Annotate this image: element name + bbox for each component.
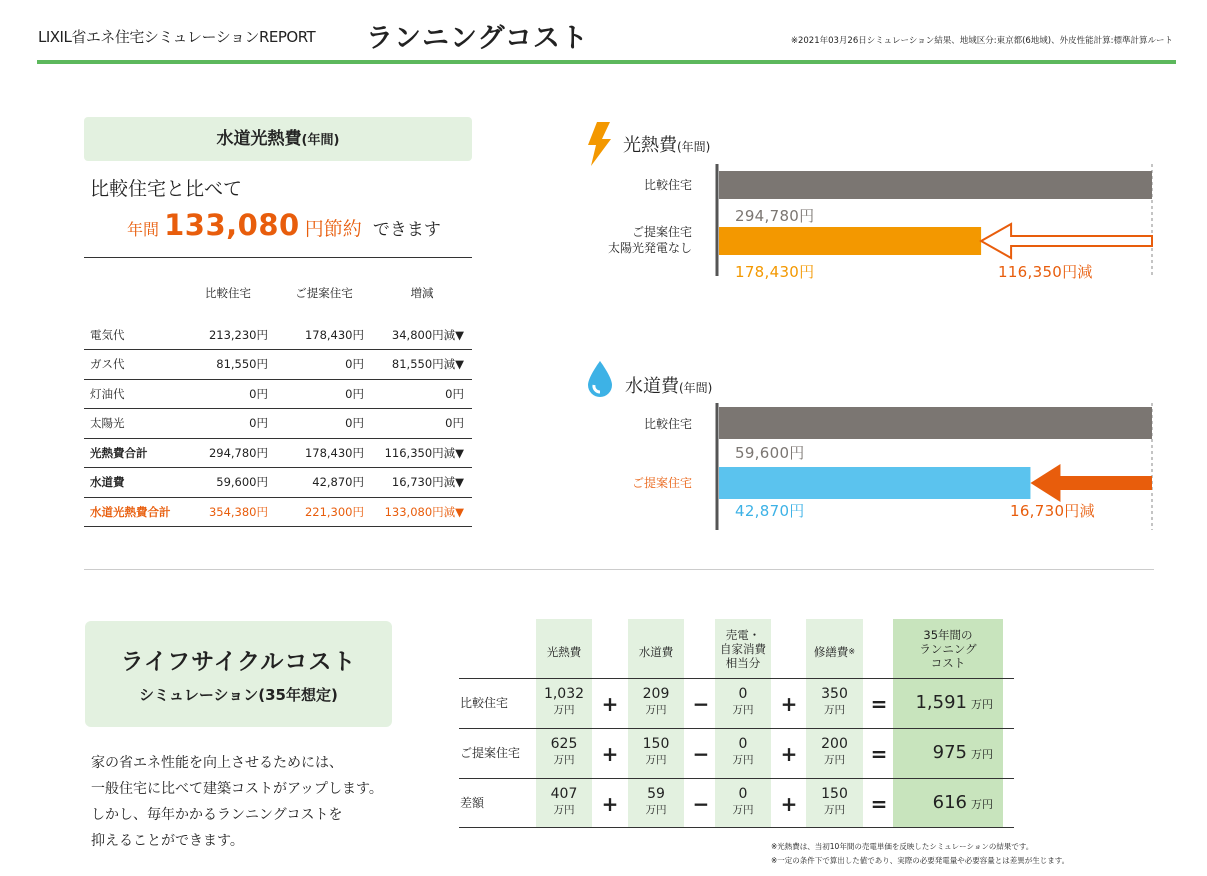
cell-diff: 34,800円減▼ bbox=[372, 320, 472, 350]
lc-total-value: 975 bbox=[932, 742, 967, 763]
lc-operator-plus: + bbox=[601, 792, 619, 816]
page-title: ランニングコスト bbox=[366, 23, 589, 54]
table-header-proposal: ご提案住宅 bbox=[295, 286, 353, 300]
cell-proposal: 0円 bbox=[276, 379, 372, 409]
lc-unit: 万円 bbox=[824, 754, 845, 766]
cell-diff: 133,080円減▼ bbox=[372, 497, 472, 527]
water-chart-title-text: 水道費 bbox=[625, 376, 679, 397]
cell-diff: 16,730円減▼ bbox=[372, 468, 472, 498]
table-header-blank bbox=[84, 285, 180, 320]
table-row bbox=[84, 409, 472, 439]
lc-unit: 万円 bbox=[732, 804, 754, 816]
lifecycle-desc-line: 家の省エネ性能を向上させるためには、 bbox=[91, 755, 343, 771]
lc-unit: 万円 bbox=[645, 804, 667, 816]
lc-cell-repair bbox=[806, 686, 863, 718]
energy-bar-compare bbox=[719, 171, 1152, 199]
lc-unit: 万円 bbox=[553, 804, 575, 816]
lc-unit: 万円 bbox=[824, 704, 845, 716]
lc-unit: 万円 bbox=[645, 754, 667, 766]
lc-value: 200 bbox=[821, 736, 848, 752]
lc-total-value: 616 bbox=[932, 792, 967, 813]
lc-total bbox=[893, 742, 993, 763]
water-chart-title-small: (年間) bbox=[679, 381, 713, 395]
lc-cell-sell bbox=[715, 736, 771, 768]
cell-diff: 116,350円減▼ bbox=[372, 438, 472, 468]
lc-rule bbox=[459, 778, 1014, 779]
water-compare-value: 59,600円 bbox=[735, 444, 805, 462]
cell-diff: 81,550円減▼ bbox=[372, 350, 472, 380]
energy-reduction-arrow bbox=[981, 224, 1152, 258]
lc-header-repair-mark: ※ bbox=[848, 647, 856, 656]
report-brand: LIXIL省エネ住宅シミュレーションREPORT bbox=[38, 28, 316, 46]
cell-proposal: 42,870円 bbox=[276, 468, 372, 498]
lc-operator-eq: = bbox=[870, 792, 888, 816]
lc-value: 350 bbox=[821, 686, 848, 702]
table-row bbox=[84, 379, 472, 409]
water-proposal-label: ご提案住宅 bbox=[631, 476, 692, 490]
lc-cell-energy bbox=[536, 686, 592, 718]
lifecycle-description bbox=[91, 750, 383, 854]
lc-unit: 万円 bbox=[645, 704, 667, 716]
water-bar-compare bbox=[719, 407, 1152, 439]
energy-bar-proposal bbox=[719, 227, 981, 255]
table-row bbox=[84, 438, 472, 468]
lc-value: 0 bbox=[738, 686, 748, 702]
lc-header-total-3: コスト bbox=[930, 656, 966, 670]
energy-proposal-label-2: 太陽光発電なし bbox=[607, 241, 692, 255]
lc-cell-water bbox=[628, 686, 684, 718]
table-row bbox=[84, 468, 472, 498]
annual-label: 年間 bbox=[127, 220, 160, 239]
lc-value: 150 bbox=[821, 786, 848, 802]
water-bar-proposal bbox=[719, 467, 1030, 499]
lc-value: 0 bbox=[738, 736, 748, 752]
lc-operator-plus: + bbox=[601, 742, 619, 766]
cell-compare: 294,780円 bbox=[180, 438, 276, 468]
lc-total-value: 1,591 bbox=[915, 692, 967, 713]
lc-total bbox=[893, 692, 993, 713]
lc-rule bbox=[459, 728, 1014, 729]
cell-compare: 0円 bbox=[180, 409, 276, 439]
lifecycle-desc-line: 抑えることができます。 bbox=[91, 833, 244, 849]
utility-cost-table bbox=[84, 285, 472, 527]
lc-value: 625 bbox=[550, 736, 578, 752]
saving-tail: できます bbox=[372, 220, 441, 240]
lc-cell-water bbox=[628, 736, 684, 768]
compare-text: 比較住宅と比べて bbox=[90, 178, 243, 200]
cell-proposal: 221,300円 bbox=[276, 497, 372, 527]
lc-operator-eq: = bbox=[870, 692, 888, 716]
lc-operator-plus: + bbox=[780, 742, 798, 766]
water-proposal-value: 42,870円 bbox=[735, 502, 805, 520]
row-label: 水道光熱費合計 bbox=[84, 497, 180, 527]
lc-cell-repair bbox=[806, 736, 863, 768]
saving-value: 133,080 bbox=[164, 208, 300, 242]
utility-cost-title: 水道光熱費 bbox=[216, 129, 302, 149]
cell-proposal: 0円 bbox=[276, 350, 372, 380]
lifecycle-heading bbox=[85, 621, 392, 727]
footnote: ※光熱費は、当初10年間の売電単価を反映したシミュレーションの結果です。 bbox=[771, 842, 1034, 851]
cell-compare: 81,550円 bbox=[180, 350, 276, 380]
row-label: 水道費 bbox=[84, 468, 180, 498]
table-row bbox=[84, 497, 472, 527]
lightning-icon bbox=[585, 122, 613, 166]
lc-value: 209 bbox=[642, 686, 670, 702]
lc-row-label: ご提案住宅 bbox=[460, 746, 521, 760]
table-header-diff: 増減 bbox=[410, 286, 434, 300]
row-label: 光熱費合計 bbox=[84, 438, 180, 468]
lc-unit: 万円 bbox=[732, 754, 754, 766]
lc-header-sell-2: 自家消費 bbox=[720, 642, 766, 656]
footnote: ※一定の条件下で算出した値であり、実際の必要発電量や必要容量とは差異が生じます。 bbox=[771, 856, 1070, 865]
water-diff-value: 16,730円減 bbox=[1010, 502, 1095, 520]
table-row bbox=[84, 350, 472, 380]
cell-compare: 0円 bbox=[180, 379, 276, 409]
lc-rule bbox=[459, 827, 1014, 828]
lc-header-total bbox=[893, 628, 1003, 670]
row-label: 電気代 bbox=[84, 320, 180, 350]
lc-unit: 万円 bbox=[732, 704, 754, 716]
lifecycle-desc-line: しかし、毎年かかるランニングコストを bbox=[91, 807, 343, 823]
lc-value: 0 bbox=[738, 786, 748, 802]
lc-cell-water bbox=[628, 786, 684, 818]
energy-compare-value: 294,780円 bbox=[735, 207, 815, 225]
lc-header-sell-1: 売電・ bbox=[725, 628, 761, 642]
row-label: ガス代 bbox=[84, 350, 180, 380]
lifecycle-subtitle: シミュレーション(35年想定) bbox=[139, 686, 338, 704]
table-header-compare: 比較住宅 bbox=[205, 286, 251, 300]
row-label: 太陽光 bbox=[84, 409, 180, 439]
saving-unit: 円節約 bbox=[304, 218, 362, 240]
water-drop-icon bbox=[586, 361, 614, 399]
energy-diff-value: 116,350円減 bbox=[998, 263, 1093, 281]
utility-cost-title-small: (年間) bbox=[301, 133, 340, 148]
energy-chart-title bbox=[623, 131, 710, 157]
lc-rule bbox=[459, 678, 1014, 679]
lc-cell-repair bbox=[806, 786, 863, 818]
table-top-rule bbox=[84, 257, 472, 258]
lc-cell-sell bbox=[715, 686, 771, 718]
cell-proposal: 178,430円 bbox=[276, 320, 372, 350]
lc-header-repair bbox=[806, 645, 863, 659]
water-reduction-arrow bbox=[1030, 464, 1152, 502]
cell-diff: 0円 bbox=[372, 379, 472, 409]
lifecycle-desc-line: 一般住宅に比べて建築コストがアップします。 bbox=[91, 781, 383, 797]
lc-unit: 万円 bbox=[824, 804, 845, 816]
lc-total-unit: 万円 bbox=[971, 698, 993, 711]
lc-value: 59 bbox=[647, 786, 665, 802]
saving-line bbox=[127, 208, 441, 242]
cell-compare: 213,230円 bbox=[180, 320, 276, 350]
energy-proposal-label-1: ご提案住宅 bbox=[631, 225, 692, 239]
lc-operator-minus: − bbox=[692, 792, 710, 816]
lc-value: 150 bbox=[642, 736, 670, 752]
cell-compare: 354,380円 bbox=[180, 497, 276, 527]
energy-proposal-label bbox=[560, 224, 692, 256]
lc-unit: 万円 bbox=[553, 754, 575, 766]
water-compare-label: 比較住宅 bbox=[643, 417, 692, 431]
lc-total bbox=[893, 792, 993, 813]
energy-chart-title-text: 光熱費 bbox=[623, 135, 677, 156]
lc-total-unit: 万円 bbox=[971, 798, 993, 811]
lifecycle-title: ライフサイクルコスト bbox=[120, 649, 357, 675]
lc-cell-sell bbox=[715, 786, 771, 818]
table-body bbox=[84, 320, 472, 527]
lc-cell-energy bbox=[536, 786, 592, 818]
lc-row-label: 比較住宅 bbox=[460, 696, 509, 710]
section-divider bbox=[84, 569, 1154, 570]
header-divider bbox=[37, 60, 1176, 64]
water-chart-title bbox=[625, 372, 712, 398]
lc-unit: 万円 bbox=[553, 704, 575, 716]
energy-proposal-value: 178,430円 bbox=[735, 263, 815, 281]
lc-value: 1,032 bbox=[543, 686, 585, 702]
row-label: 灯油代 bbox=[84, 379, 180, 409]
table-row bbox=[84, 320, 472, 350]
lc-header-sell-3: 相当分 bbox=[725, 656, 761, 670]
cell-proposal: 0円 bbox=[276, 409, 372, 439]
lc-operator-plus: + bbox=[601, 692, 619, 716]
lc-header-total-1: 35年間の bbox=[923, 628, 973, 642]
lc-header-water: 水道費 bbox=[638, 645, 674, 659]
lc-cell-energy bbox=[536, 736, 592, 768]
lc-operator-plus: + bbox=[780, 792, 798, 816]
table-header-row bbox=[84, 285, 472, 320]
lc-row-label: 差額 bbox=[460, 796, 485, 810]
cell-diff: 0円 bbox=[372, 409, 472, 439]
cell-proposal: 178,430円 bbox=[276, 438, 372, 468]
lc-value: 407 bbox=[550, 786, 578, 802]
cell-compare: 59,600円 bbox=[180, 468, 276, 498]
lc-header-sell bbox=[705, 628, 781, 670]
lifecycle-footnotes bbox=[771, 840, 1069, 868]
lc-header-total-2: ランニング bbox=[919, 642, 977, 656]
lc-operator-minus: − bbox=[692, 692, 710, 716]
simulation-note: ※2021年03月26日シミュレーション結果、地域区分:東京都(6地域)、外皮性能計算:標準計算ルート bbox=[790, 36, 1173, 46]
lc-operator-plus: + bbox=[780, 692, 798, 716]
lc-operator-minus: − bbox=[692, 742, 710, 766]
lc-total-unit: 万円 bbox=[971, 748, 993, 761]
energy-compare-label: 比較住宅 bbox=[643, 178, 692, 192]
lc-header-energy: 光熱費 bbox=[546, 645, 582, 659]
lc-operator-eq: = bbox=[870, 742, 888, 766]
utility-cost-heading bbox=[84, 117, 472, 161]
lc-header-repair-text: 修繕費 bbox=[813, 645, 849, 659]
energy-chart-title-small: (年間) bbox=[677, 140, 711, 154]
